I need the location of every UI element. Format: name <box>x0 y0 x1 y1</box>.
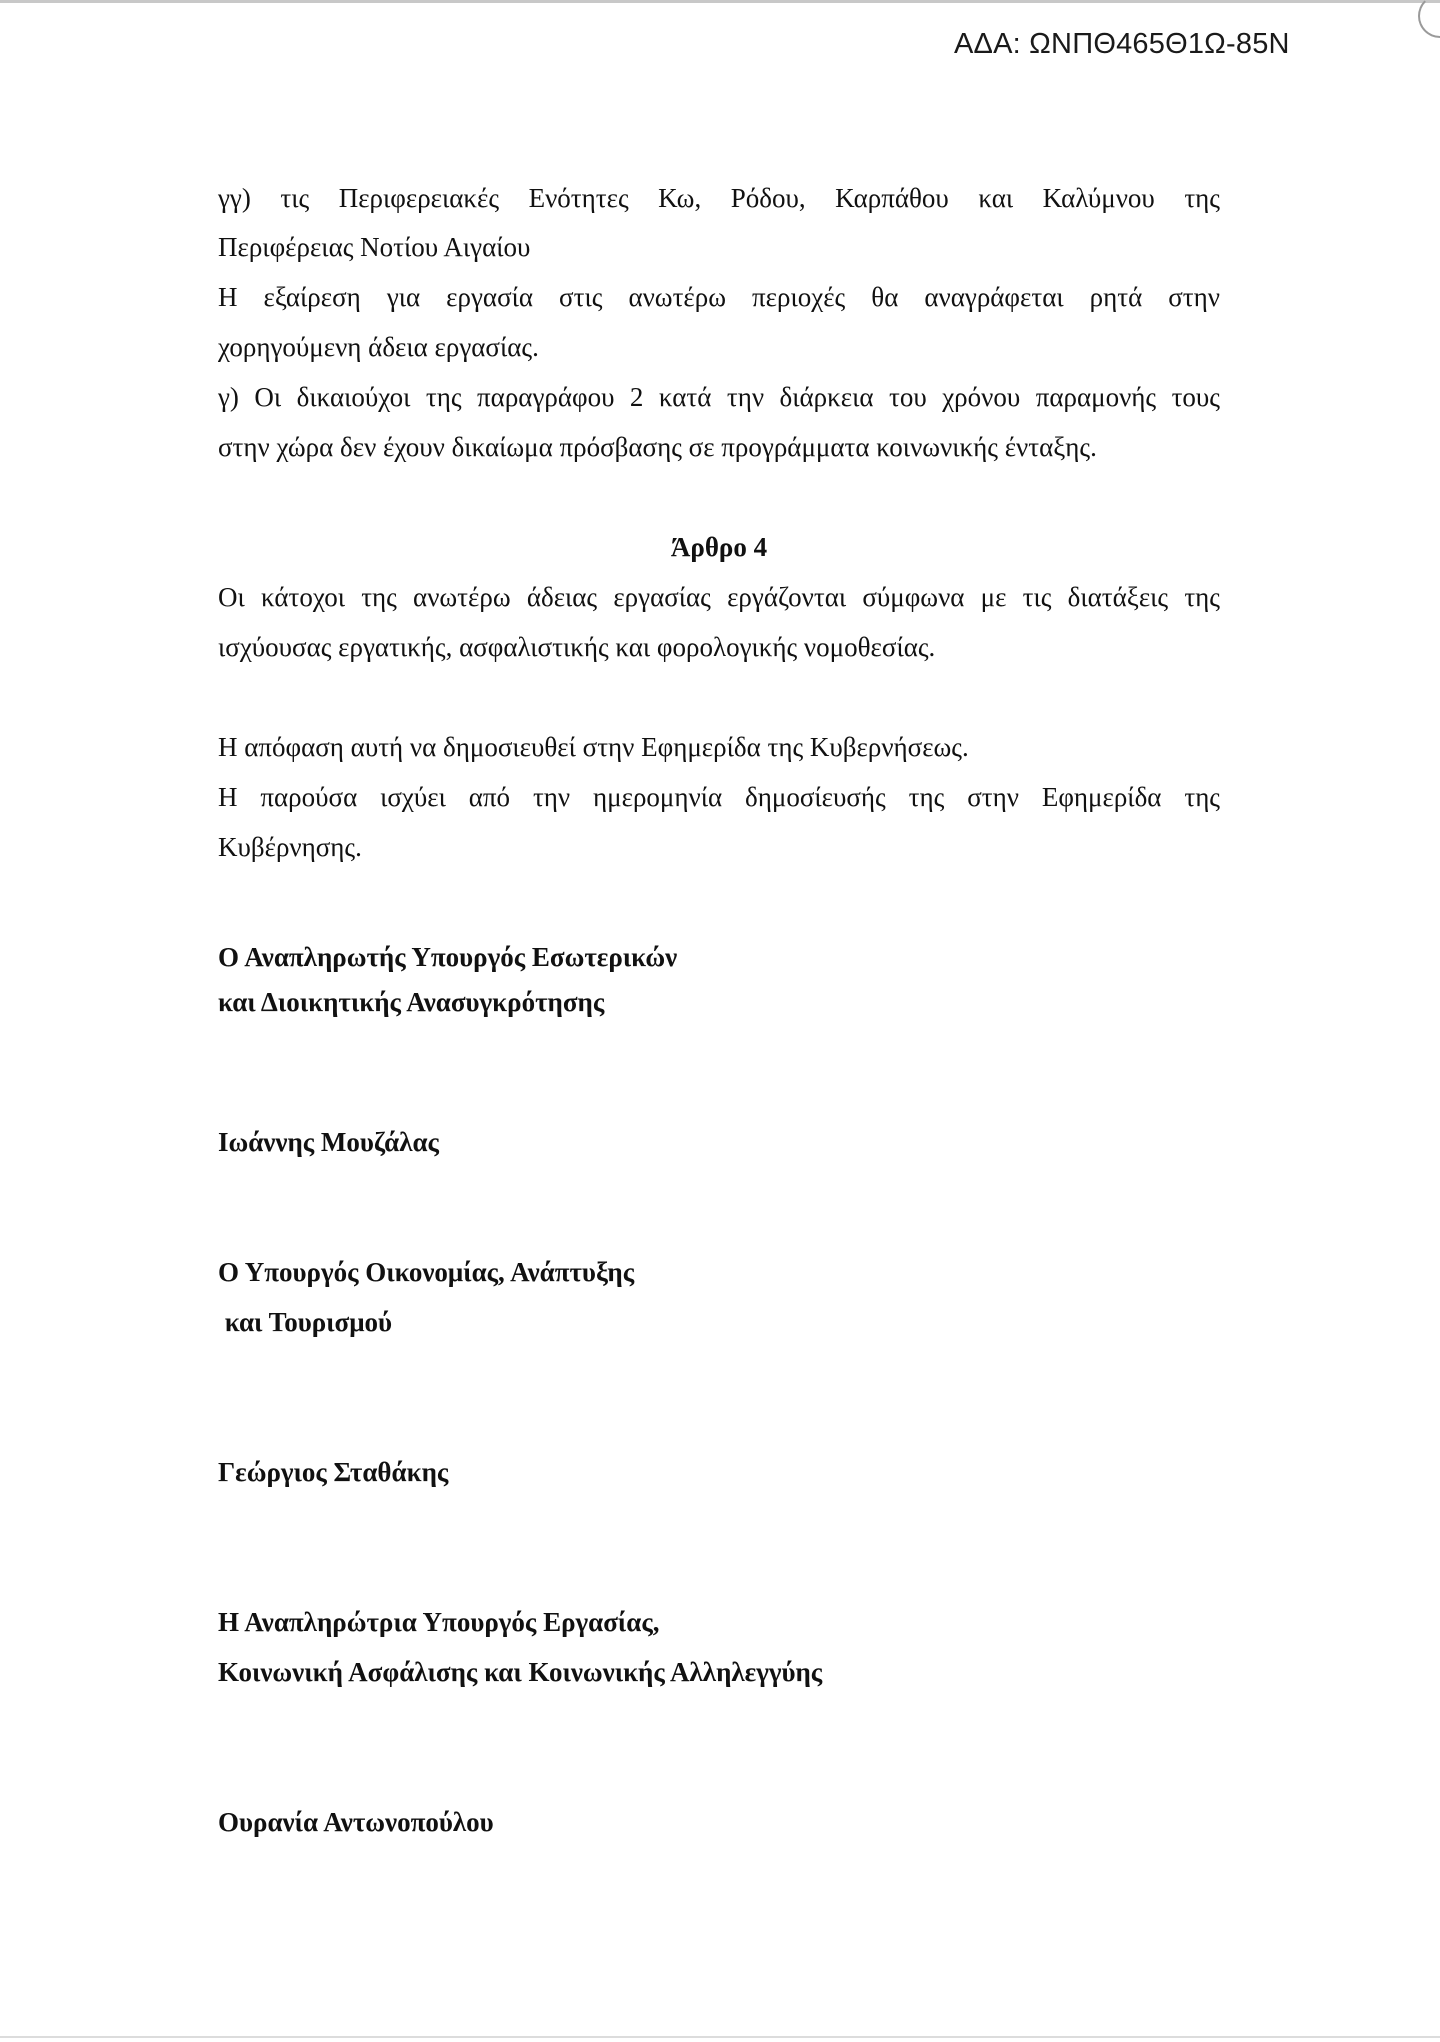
paragraph-line: στην χώρα δεν έχουν δικαίωμα πρόσβασης σε προγράμματα κοινωνικής ένταξης. <box>218 432 1097 462</box>
paragraph-line: Κυβέρνησης. <box>218 832 362 862</box>
page-curl-icon <box>1418 0 1440 38</box>
signatory-name: Γεώργιος Σταθάκης <box>218 1457 449 1487</box>
paragraph-line: χορηγούμενη άδεια εργασίας. <box>218 332 539 362</box>
paragraph-line: Η εξαίρεση για εργασία στις ανωτέρω περιοχές θα αναγράφεται ρητά στην <box>218 282 1220 312</box>
signatory-name: Ιωάννης Μουζάλας <box>218 1127 439 1157</box>
paragraph-line: Η απόφαση αυτή να δημοσιευθεί στην Εφημερίδα της Κυβερνήσεως. <box>218 732 969 762</box>
article-heading: Άρθρο 4 <box>670 532 768 562</box>
top-border <box>0 0 1440 3</box>
paragraph-line: ισχύουσας εργατικής, ασφαλιστικής και φορολογικής νομοθεσίας. <box>218 632 936 662</box>
signatory-name: Ουρανία Αντωνοπούλου <box>218 1807 494 1837</box>
paragraph-line: γγ) τις Περιφερειακές Ενότητες Κω, Ρόδου, Καρπάθου και Καλύμνου της <box>218 183 1220 213</box>
paragraph-line: Οι κάτοχοι της ανωτέρω άδειας εργασίας εργάζονται σύμφωνα με τις διατάξεις της <box>218 582 1220 612</box>
signatory-title: Η Αναπληρώτρια Υπουργός Εργασίας, <box>218 1607 660 1637</box>
paragraph-line: Περιφέρειας Νοτίου Αιγαίου <box>218 232 531 262</box>
signatory-title: Κοινωνική Ασφάλισης και Κοινωνικής Αλληλεγγύης <box>218 1657 823 1687</box>
signatory-title: και Τουρισμού <box>218 1307 393 1337</box>
bottom-border <box>0 2036 1440 2038</box>
signatory-title: και Διοικητικής Ανασυγκρότησης <box>218 987 605 1017</box>
paragraph-line: γ) Οι δικαιούχοι της παραγράφου 2 κατά την διάρκεια του χρόνου παραμονής τους <box>218 382 1220 412</box>
signatory-title: Ο Υπουργός Οικονομίας, Ανάπτυξης <box>218 1257 635 1287</box>
ada-code: ΑΔΑ: ΩΝΠΘ465Θ1Ω-85Ν <box>954 28 1290 60</box>
paragraph-line: Η παρούσα ισχύει από την ημερομηνία δημοσίευσής της στην Εφημερίδα της <box>218 782 1220 812</box>
signatory-title: Ο Αναπληρωτής Υπουργός Εσωτερικών <box>218 942 678 972</box>
